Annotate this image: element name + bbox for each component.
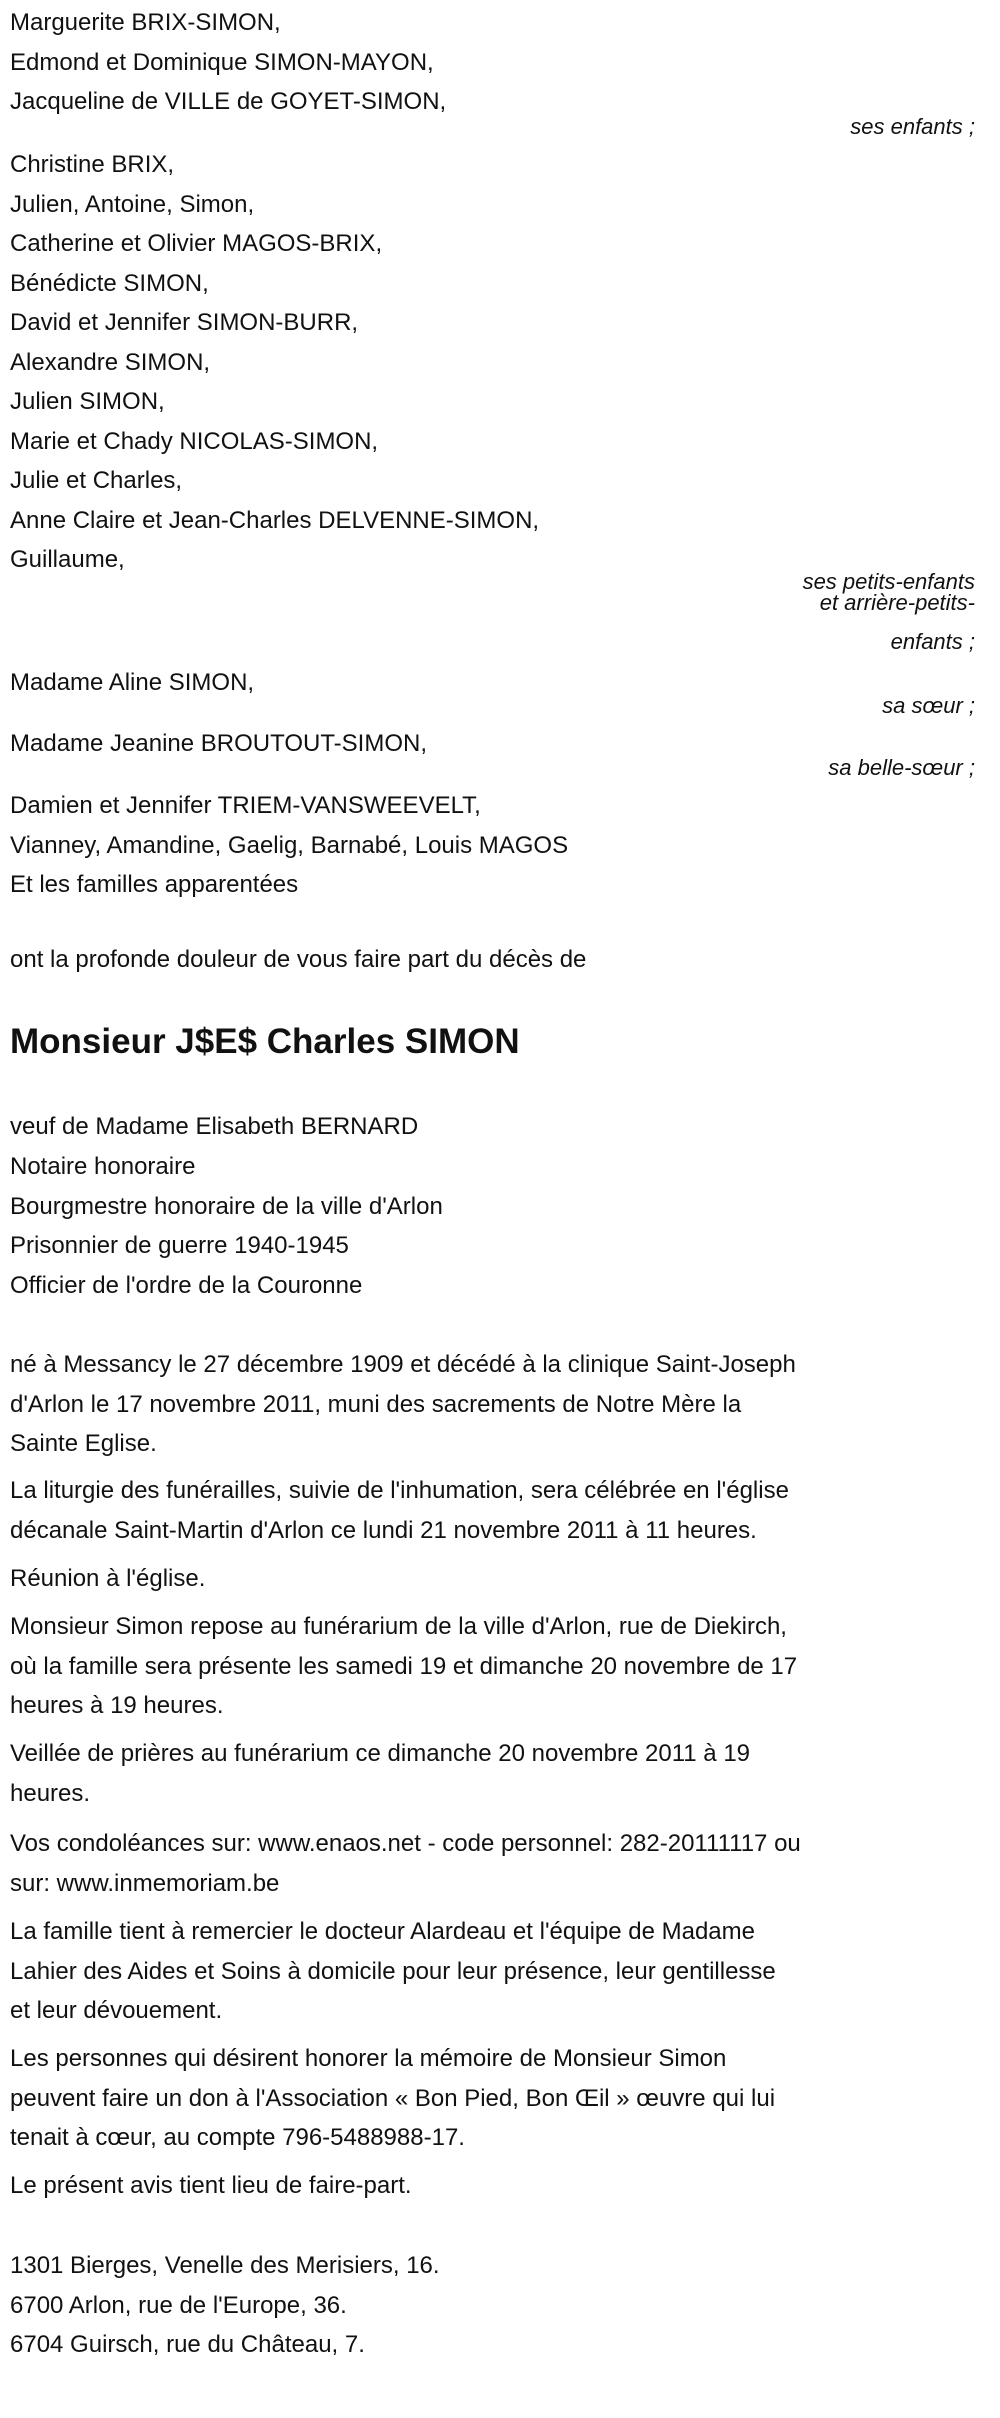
family-member: Vianney, Amandine, Gaelig, Barnabé, Louis MAGOS <box>10 831 569 859</box>
family-member: Christine BRIX, <box>10 151 175 178</box>
announcement: ont la profonde douleur de vous faire part du décès de <box>10 946 587 973</box>
text-line: Lahier des Aides et Soins à domicile pour leur présence, leur gentillesse <box>10 1957 776 1985</box>
children-label: ses enfants ; <box>850 114 975 139</box>
family-member: Anne Claire et Jean-Charles DELVENNE-SIMON, <box>10 506 540 534</box>
sister-label: sa sœur ; <box>882 693 975 718</box>
paragraph-donation <box>10 2039 775 2158</box>
text-line: heures à 19 heures. <box>10 1692 224 1719</box>
family-member: Marguerite BRIX-SIMON, <box>10 9 281 36</box>
text-line: Réunion à l'église. <box>10 1565 206 1592</box>
family-member: Julien, Antoine, Simon, <box>10 190 255 218</box>
text-line: né à Messancy le 27 décembre 1909 et décédé à la clinique Saint-Joseph <box>10 1351 796 1378</box>
title-line: Notaire honoraire <box>10 1152 196 1180</box>
family-member: Bénédicte SIMON, <box>10 269 209 297</box>
text-line: où la famille sera présente les samedi 19 et dimanche 20 novembre de 17 <box>10 1652 798 1680</box>
family-member: Catherine et Olivier MAGOS-BRIX, <box>10 230 383 257</box>
text-line: Monsieur Simon repose au funérarium de la ville d'Arlon, rue de Diekirch, <box>10 1613 787 1640</box>
grandchildren-label <box>803 571 975 613</box>
title-line: veuf de Madame Elisabeth BERNARD <box>10 1113 419 1140</box>
family-member: Guillaume, <box>10 546 125 573</box>
sister-in-law: Madame Jeanine BROUTOUT-SIMON, <box>10 730 428 757</box>
paragraph-birth-death <box>10 1345 796 1464</box>
text-line: et leur dévouement. <box>10 1997 223 2024</box>
text-line: décanale Saint-Martin d'Arlon ce lundi 21 novembre 2011 à 11 heures. <box>10 1516 757 1544</box>
family-member: Damien et Jennifer TRIEM-VANSWEEVELT, <box>10 792 481 819</box>
paragraph-liturgy <box>10 1471 789 1550</box>
titles-list <box>10 1107 443 1306</box>
family-member: Marie et Chady NICOLAS-SIMON, <box>10 427 379 455</box>
text-line: Vos condoléances sur: www.enaos.net - code personnel: 282-20111117 ou <box>10 1830 801 1857</box>
grandchildren-label-end: enfants ; <box>890 629 975 654</box>
grandchildren-list <box>10 145 539 580</box>
paragraph-vigil <box>10 1734 750 1813</box>
title-line: Officier de l'ordre de la Couronne <box>10 1272 363 1299</box>
text-line: sur: www.inmemoriam.be <box>10 1869 280 1897</box>
paragraph-funerarium <box>10 1607 797 1726</box>
title-line: Bourgmestre honoraire de la ville d'Arlon <box>10 1192 443 1220</box>
family-member: Julien SIMON, <box>10 388 165 415</box>
other-relatives <box>10 786 568 905</box>
text-line: La liturgie des funérailles, suivie de l'inhumation, sera célébrée en l'église <box>10 1477 789 1504</box>
address-line: 6704 Guirsch, rue du Château, 7. <box>10 2331 365 2358</box>
text-line: Veillée de prières au funérarium ce dimanche 20 novembre 2011 à 19 <box>10 1740 751 1767</box>
deceased-name: Monsieur J$E$ Charles SIMON <box>10 1022 520 1061</box>
family-member: Et les familles apparentées <box>10 871 299 898</box>
address-line: 6700 Arlon, rue de l'Europe, 36. <box>10 2291 347 2319</box>
family-member: Jacqueline de VILLE de GOYET-SIMON, <box>10 88 447 115</box>
text-line: La famille tient à remercier le docteur Alardeau et l'équipe de Madame <box>10 1918 755 1945</box>
text-line: heures. <box>10 1779 91 1807</box>
family-member: Alexandre SIMON, <box>10 348 211 376</box>
children-list <box>10 3 446 122</box>
text-line: Le présent avis tient lieu de faire-part. <box>10 2172 412 2199</box>
paragraph-condolences <box>10 1824 801 1903</box>
text-line: tenait à cœur, au compte 796-5488988-17. <box>10 2124 465 2151</box>
label-line: ses petits-enfants <box>802 569 975 594</box>
text-line: d'Arlon le 17 novembre 2011, muni des sacrements de Notre Mère la <box>10 1390 742 1418</box>
label-line: et arrière-petits- <box>819 590 975 615</box>
family-member: David et Jennifer SIMON-BURR, <box>10 309 359 336</box>
sister: Madame Aline SIMON, <box>10 669 255 696</box>
family-member: Edmond et Dominique SIMON-MAYON, <box>10 48 434 76</box>
sister-in-law-label: sa belle-sœur ; <box>828 755 975 780</box>
text-line: Les personnes qui désirent honorer la mémoire de Monsieur Simon <box>10 2045 727 2072</box>
text-line: Sainte Eglise. <box>10 1430 157 1457</box>
addresses <box>10 2246 440 2365</box>
paragraph-notice <box>10 2166 412 2206</box>
address-line: 1301 Bierges, Venelle des Merisiers, 16. <box>10 2252 440 2279</box>
paragraph-meeting <box>10 1559 205 1599</box>
title-line: Prisonnier de guerre 1940-1945 <box>10 1232 349 1260</box>
text-line: peuvent faire un don à l'Association « Bon Pied, Bon Œil » œuvre qui lui <box>10 2084 776 2112</box>
family-member: Julie et Charles, <box>10 467 183 494</box>
paragraph-thanks <box>10 1912 776 2031</box>
